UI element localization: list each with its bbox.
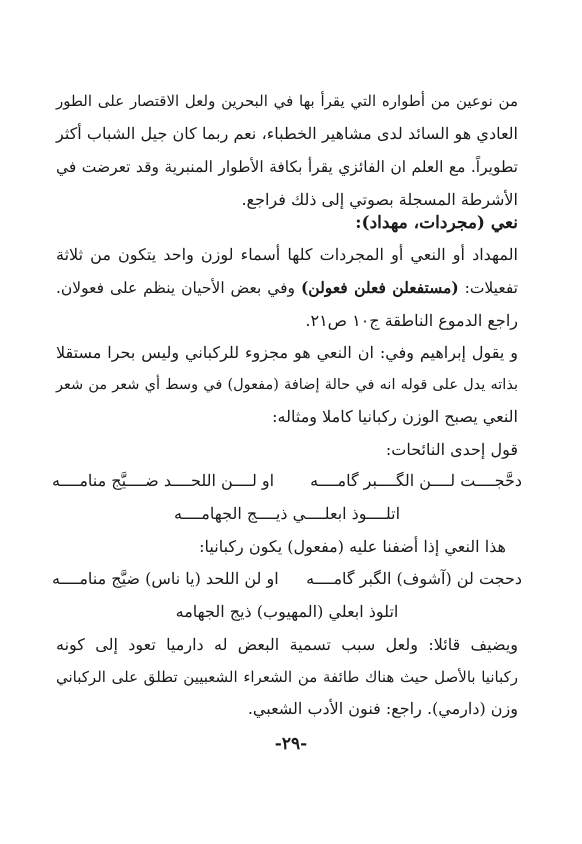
para2-line2-end: وفي بعض الأحيان ينظم على فعولان. — [56, 279, 301, 297]
verse1-first-hemistich: دحَّجــــت لــــن الگــــبر گامــــه — [310, 471, 522, 490]
para5-line2: ركبانيا بالأصل حيث هناك طائفة من الشعراء الشعبيين تطلق على الركباني — [56, 668, 518, 686]
para2-line1: المهداد أو النعي أو المجردات كلها أسماء لوزن واحد يتكون من ثلاثة — [56, 245, 518, 264]
verse2-line2: اتلوذ ابعلي (المهيوب) ذيج الجهامه — [175, 602, 399, 621]
para5-line3: وزن (دارمي). راجع: فنون الأدب الشعبي. — [247, 699, 518, 718]
para3-line4: قول إحدى النائحات: — [385, 440, 518, 459]
para1-line1: من نوعين من أطواره التي يقرأ بها في البحرين ولعل الاقتصار على الطور — [56, 92, 518, 110]
para3-line1: و يقول إبراهيم وفي: ان النعي هو مجزوء للركباني وليس بحرا مستقلا — [56, 343, 518, 362]
para2-line2-start: تفعيلات: — [458, 279, 518, 297]
verse2-first-hemistich: دحجت لن (آشوف) الگبر گامــــه — [306, 569, 522, 588]
page-number: -٢٩- — [274, 734, 308, 754]
para1-line4: الأشرطة المسجلة بصوتي إلى ذلك فراجع. — [241, 190, 518, 209]
para3-line3: النعي يصبح الوزن ركبانيا كاملا ومثاله: — [272, 407, 518, 426]
para3-line2: بذاته يدل على قوله انه في حالة إضافة (مفعول) في وسط أي شعر من شعر — [56, 377, 518, 393]
verse2-second-hemistich: او لن اللحد (يا ناس) ضيَّج منامــــه — [52, 569, 279, 588]
verse1-line2: اتلــــوذ ابعلــــي ذيــــج الجهامــــه — [173, 504, 401, 523]
para2-line3: راجع الدموع الناطقة ج١٠ ص٢١. — [305, 311, 518, 330]
para1-line3: تطويراً. مع العلم ان الفائزي يقرأ بكافة الأطوار المنبرية وقد تعرضت في — [56, 158, 518, 176]
verse1-second-hemistich: او لــــن اللحــــد ضــــيَّج منامــــه — [52, 471, 275, 490]
para4: هذا النعي إذا أضفنا عليه (مفعول) يكون ركبانيا: — [199, 537, 506, 556]
para2-line2 — [56, 277, 518, 299]
section-heading: نعي (مجردات، مهداد): — [355, 213, 518, 233]
para1-line2: العادي هو السائد لدى مشاهير الخطباء، نعم ربما كان جيل الشباب أكثر — [56, 124, 518, 143]
meter-formula: (مستفعلن فعلن فعولن) — [300, 278, 459, 297]
para5-line1: ويضيف قائلا: ولعل سبب تسمية البعض له دارميا تعود إلى كونه — [56, 635, 518, 654]
